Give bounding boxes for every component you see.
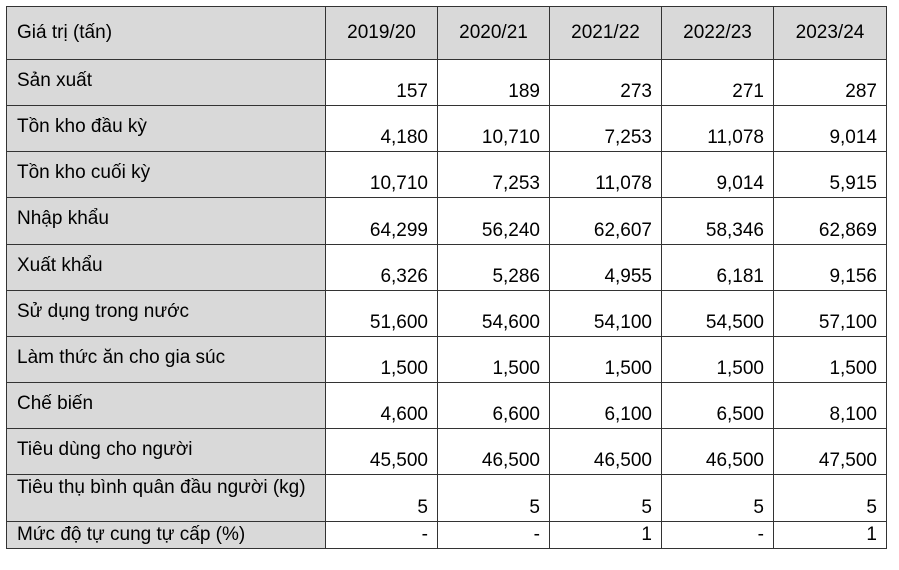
row-label: Tiêu dùng cho người	[7, 429, 326, 475]
row-label: Sản xuất	[7, 60, 326, 106]
table-cell: 5	[438, 475, 550, 522]
table-cell: 62,607	[550, 198, 662, 245]
table-cell: 58,346	[662, 198, 774, 245]
table-cell: 62,869	[774, 198, 887, 245]
table-cell: 7,253	[438, 152, 550, 198]
table-cell: 5,915	[774, 152, 887, 198]
table-cell: 57,100	[774, 291, 887, 337]
table-cell: 10,710	[326, 152, 438, 198]
table-cell: -	[662, 522, 774, 549]
table-row	[7, 60, 887, 106]
table-cell: 6,500	[662, 383, 774, 429]
table-row	[7, 152, 887, 198]
row-label: Sử dụng trong nước	[7, 291, 326, 337]
header-label: Giá trị (tấn)	[7, 7, 326, 60]
table-cell: 7,253	[550, 106, 662, 152]
table-cell: 46,500	[662, 429, 774, 475]
table-cell: 46,500	[438, 429, 550, 475]
table-cell: 6,100	[550, 383, 662, 429]
table-cell: 54,500	[662, 291, 774, 337]
row-label: Nhập khẩu	[7, 198, 326, 245]
table-cell: 287	[774, 60, 887, 106]
table-cell: 45,500	[326, 429, 438, 475]
table-cell: 4,180	[326, 106, 438, 152]
table-row	[7, 522, 887, 549]
row-label: Làm thức ăn cho gia súc	[7, 337, 326, 383]
table-cell: 46,500	[550, 429, 662, 475]
table-cell: 271	[662, 60, 774, 106]
row-label: Chế biến	[7, 383, 326, 429]
table-cell: -	[438, 522, 550, 549]
year-header: 2022/23	[662, 7, 774, 60]
row-label: Tiêu thụ bình quân đầu người (kg)	[7, 475, 326, 522]
table-row	[7, 245, 887, 291]
table-row	[7, 106, 887, 152]
table-cell: 9,014	[774, 106, 887, 152]
table-cell: 1,500	[662, 337, 774, 383]
table-cell: 5	[774, 475, 887, 522]
row-label: Tồn kho cuối kỳ	[7, 152, 326, 198]
table-cell: 11,078	[662, 106, 774, 152]
table-cell: 8,100	[774, 383, 887, 429]
year-header: 2021/22	[550, 7, 662, 60]
table-cell: -	[326, 522, 438, 549]
row-label: Mức độ tự cung tự cấp (%)	[7, 522, 326, 549]
table-cell: 54,600	[438, 291, 550, 337]
table-cell: 47,500	[774, 429, 887, 475]
supply-demand-table	[6, 6, 887, 549]
row-label: Xuất khẩu	[7, 245, 326, 291]
table-row	[7, 337, 887, 383]
table-cell: 11,078	[550, 152, 662, 198]
table-row	[7, 198, 887, 245]
table-cell: 273	[550, 60, 662, 106]
header-row	[7, 7, 887, 60]
row-label: Tồn kho đầu kỳ	[7, 106, 326, 152]
table-cell: 56,240	[438, 198, 550, 245]
table-cell: 5,286	[438, 245, 550, 291]
table-cell: 189	[438, 60, 550, 106]
table-cell: 1,500	[774, 337, 887, 383]
year-header: 2023/24	[774, 7, 887, 60]
table-cell: 5	[662, 475, 774, 522]
table-cell: 4,955	[550, 245, 662, 291]
table-cell: 6,326	[326, 245, 438, 291]
table-cell: 10,710	[438, 106, 550, 152]
table-cell: 157	[326, 60, 438, 106]
table-cell: 5	[326, 475, 438, 522]
table-cell: 9,014	[662, 152, 774, 198]
table-cell: 5	[550, 475, 662, 522]
table-row	[7, 383, 887, 429]
table-cell: 1,500	[326, 337, 438, 383]
year-header: 2020/21	[438, 7, 550, 60]
table-cell: 6,181	[662, 245, 774, 291]
table-cell: 1,500	[438, 337, 550, 383]
table-cell: 54,100	[550, 291, 662, 337]
table-cell: 9,156	[774, 245, 887, 291]
table-cell: 1	[550, 522, 662, 549]
table-cell: 1,500	[550, 337, 662, 383]
table-cell: 1	[774, 522, 887, 549]
table-cell: 6,600	[438, 383, 550, 429]
table-row	[7, 475, 887, 522]
year-header: 2019/20	[326, 7, 438, 60]
table-cell: 64,299	[326, 198, 438, 245]
table-row	[7, 291, 887, 337]
table-cell: 51,600	[326, 291, 438, 337]
table-cell: 4,600	[326, 383, 438, 429]
table-row	[7, 429, 887, 475]
